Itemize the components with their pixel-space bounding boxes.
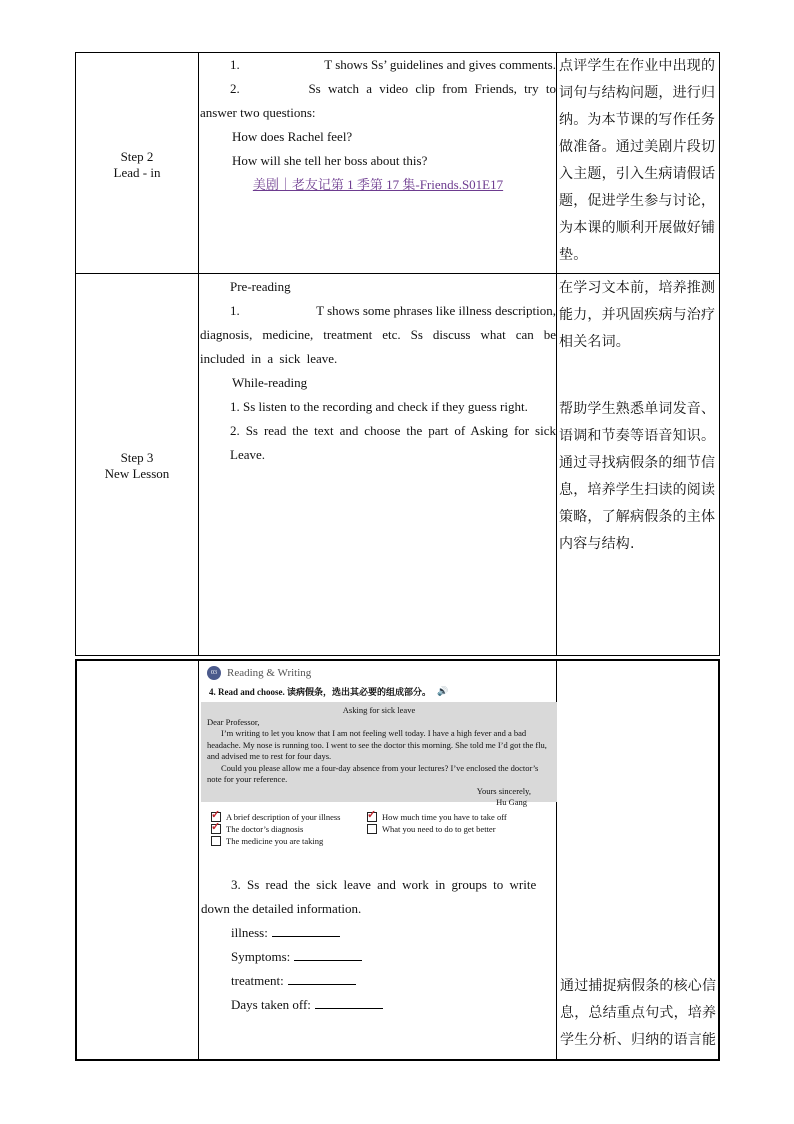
question: How will she tell her boss about this?	[232, 153, 428, 168]
letter-signature: Hu Gang	[496, 797, 527, 807]
column-divider	[198, 661, 199, 1059]
section-title: Reading & Writing	[227, 667, 312, 679]
item-text: T shows Ss’ guidelines and gives comments.	[324, 57, 556, 72]
checklist-label: What you need to do to get better	[382, 824, 496, 834]
item-text: T shows some phrases like illness description,	[316, 303, 556, 318]
answer-blank[interactable]	[294, 948, 362, 961]
question: How does Rachel feel?	[232, 129, 353, 144]
sick-leave-letter	[201, 702, 557, 807]
letter-closing: Yours sincerely,	[476, 785, 531, 796]
letter-title: Asking for sick leave	[342, 705, 416, 715]
step-number: Step 2	[120, 149, 154, 164]
item-number: 1.	[230, 303, 240, 318]
activity-item: 3. Ss read the sick leave and work in groups to write	[231, 877, 537, 892]
activity-item	[200, 299, 556, 323]
activity-item: 1. Ss listen to the recording and check if they guess right.	[230, 399, 528, 414]
purpose-cell	[560, 973, 720, 1054]
purpose-text: 点评学生在作业中出现的词句与结构问题，进行归纳。为本节课的写作任务做准备。通过美剧片段切入主题，引入生病请假话题，促进学生参与讨论，为本课的顺利开展做好铺垫。	[559, 58, 716, 263]
answer-blank[interactable]	[288, 972, 356, 985]
answer-blank[interactable]	[272, 924, 340, 937]
checklist-label: The doctor’s diagnosis	[226, 824, 304, 834]
purpose-cell	[559, 275, 719, 558]
step-title: Lead - in	[113, 165, 161, 180]
video-link[interactable]: 美剧｜老友记第 1 季第 17 集-Friends.S01E17	[252, 177, 504, 192]
step-title: New Lesson	[104, 466, 170, 481]
checklist-label: The medicine you are taking	[226, 836, 324, 846]
checkbox-checked-icon[interactable]	[367, 812, 377, 822]
activity-item	[200, 77, 556, 101]
row-divider	[76, 273, 719, 274]
component-checklist	[211, 812, 557, 846]
letter-paragraph: I’m writing to let you know that I am not feeling well today. I have a high fever and a bad headache. My nose is running too. I went to see the doctor this morning. She told me I’d got the flu, and advised me to rest for four days.	[207, 728, 547, 761]
checklist-item[interactable]	[367, 812, 557, 822]
item-text: Ss watch a video clip from Friends, try to	[308, 81, 556, 96]
item-text: answer two questions:	[200, 105, 316, 120]
field-label: Days taken off:	[231, 997, 311, 1012]
lesson-table-2	[75, 659, 720, 1061]
speaker-icon: 🔊	[437, 685, 449, 696]
purpose-text: 帮助学生熟悉单词发音、语调和节奏等语音知识。通过寻找病假条的细节信息，培养学生扫读的阅读策略，了解病假条的主体内容与结构.	[559, 401, 716, 552]
answer-blank[interactable]	[315, 996, 383, 1009]
checkbox-checked-icon[interactable]	[211, 824, 221, 834]
fill-in-field	[201, 945, 557, 969]
column-divider	[198, 53, 199, 655]
item-number: 2.	[230, 81, 240, 96]
checklist-label: A brief description of your illness	[226, 812, 341, 822]
activity-item: down the detailed information.	[201, 901, 362, 916]
instruction-text: 4. Read and choose. 读病假条，选出其必要的组成部分。	[209, 686, 432, 697]
step-number: Step 3	[120, 450, 154, 465]
textbook-excerpt	[201, 665, 557, 871]
letter-salutation: Dear Professor,	[207, 716, 260, 727]
step-label	[76, 450, 198, 482]
lesson-table-1	[75, 52, 720, 656]
letter-paragraph: Could you please allow me a four-day absence from your lectures? I’ve enclosed the doctor’s note for your reference.	[207, 762, 539, 784]
checklist-item[interactable]	[211, 824, 361, 834]
activity-cell	[200, 275, 556, 467]
activity-cell	[200, 53, 556, 197]
checklist-item[interactable]	[367, 824, 557, 834]
purpose-text: 通过捕捉病假条的核心信息，总结重点句式，培养学生分析、归纳的语言能	[560, 978, 717, 1048]
purpose-text: 在学习文本前，培养推测能力，并巩固疾病与治疗相关名词。	[559, 280, 716, 350]
step-label	[76, 149, 198, 181]
field-label: illness:	[231, 925, 268, 940]
field-label: treatment:	[231, 973, 284, 988]
section-header	[201, 665, 557, 681]
section-heading: Pre-reading	[230, 279, 291, 294]
checkbox-icon[interactable]	[211, 836, 221, 846]
section-badge: 03	[207, 666, 221, 680]
purpose-cell	[559, 53, 719, 269]
column-divider	[556, 53, 557, 655]
checklist-item[interactable]	[211, 812, 361, 822]
checklist-item[interactable]	[211, 836, 361, 846]
checklist-label: How much time you have to take off	[382, 812, 507, 822]
activity-cell	[201, 873, 557, 1017]
section-heading: While-reading	[232, 375, 308, 390]
field-label: Symptoms:	[231, 949, 291, 964]
fill-in-field	[201, 921, 557, 945]
checkbox-icon[interactable]	[367, 824, 377, 834]
fill-in-field	[201, 993, 557, 1017]
activity-item: 2. Ss read the text and choose the part of Asking for sick Leave.	[230, 423, 556, 462]
fill-in-field	[201, 969, 557, 993]
item-text: diagnosis, medicine, treatment etc. Ss discuss what can be included in a sick leave.	[200, 327, 556, 366]
activity-item	[200, 53, 556, 77]
exercise-instruction	[209, 684, 557, 698]
item-number: 1.	[230, 57, 240, 72]
